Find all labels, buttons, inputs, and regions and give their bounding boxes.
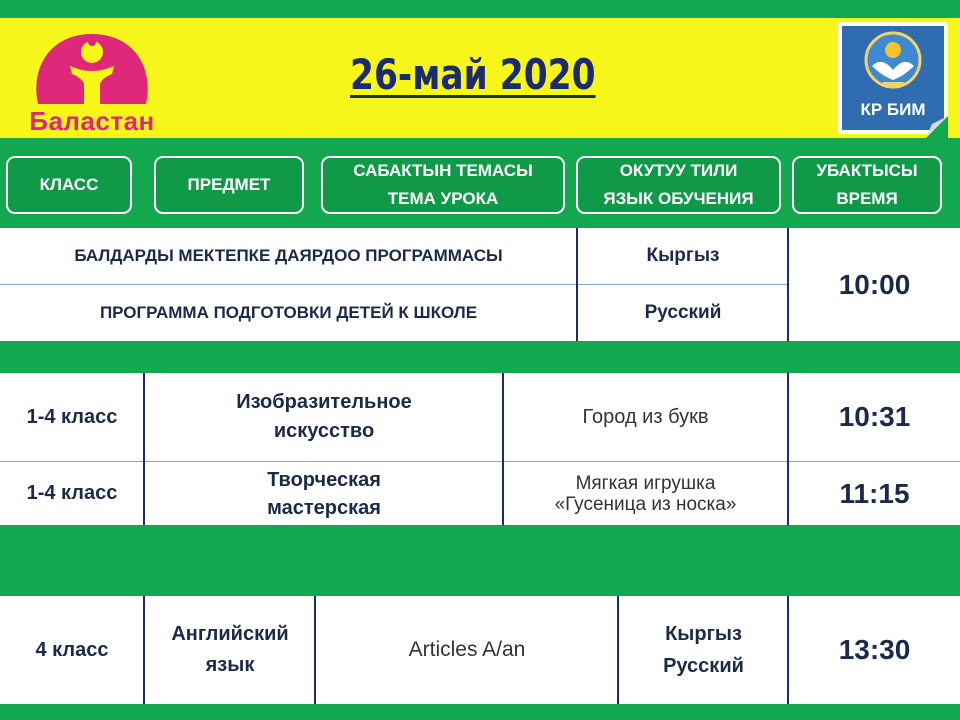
subject-line1: Творческая <box>267 468 381 491</box>
class-cell: 1-4 класс <box>26 482 118 504</box>
column-divider <box>617 596 619 704</box>
column-header-time <box>792 156 942 214</box>
subject-cell <box>146 596 314 704</box>
column-divider <box>502 373 504 525</box>
column-header-line2: ЯЗЫК ОБУЧЕНИЯ <box>603 189 754 208</box>
header-banner <box>0 18 960 138</box>
language-line2: Русский <box>663 655 744 677</box>
preschool-program-block <box>0 228 960 341</box>
class-cell: 4 класс <box>35 638 109 661</box>
column-header-line1: ОКУТУУ ТИЛИ <box>619 161 738 180</box>
block-english-lesson <box>0 596 960 704</box>
time-cell: 10:00 <box>838 268 911 300</box>
kyrgyz-emblem-icon <box>842 26 944 98</box>
balastan-logo-icon <box>22 28 162 108</box>
column-divider <box>143 373 145 525</box>
column-header-language <box>576 156 781 214</box>
language-russian: Русский <box>644 302 722 323</box>
topic-line1: Мягкая игрушка <box>575 472 716 494</box>
topic-cell: Articles A/an <box>408 638 526 661</box>
column-divider <box>314 596 316 704</box>
column-divider <box>576 228 578 341</box>
column-divider <box>143 596 145 704</box>
column-header-line1: КЛАСС <box>39 175 99 194</box>
column-header-line2: ВРЕМЯ <box>836 189 898 208</box>
language-line1: Кыргыз <box>665 623 742 645</box>
subject-cell <box>146 462 502 525</box>
column-header-line1: ПРЕДМЕТ <box>187 175 271 194</box>
subject-line1: Изобразительное <box>236 391 412 413</box>
column-divider <box>787 596 789 704</box>
time-cell: 10:31 <box>838 401 911 432</box>
class-cell: 1-4 класс <box>26 405 118 428</box>
column-divider <box>787 373 789 525</box>
program-name-kyrgyz: БАЛДАРДЫ МЕКТЕПКЕ ДАЯРДОО ПРОГРАММАСЫ <box>74 246 503 265</box>
time-cell: 11:15 <box>839 477 910 509</box>
topic-cell: Город из букв <box>582 405 709 428</box>
subject-line2: мастерская <box>267 496 381 519</box>
time-cell: 13:30 <box>838 634 911 665</box>
language-cell <box>620 596 787 704</box>
column-header-line1: САБАКТЫН ТЕМАСЫ <box>353 161 533 180</box>
column-header-class <box>6 156 132 214</box>
subject-line1: Английский <box>171 623 289 645</box>
subject-line2: искусство <box>273 420 375 442</box>
page-title-date: 26-май 2020 <box>350 50 596 99</box>
subject-cell <box>146 373 502 461</box>
column-header-subject <box>154 156 304 214</box>
column-header-line2: ТЕМА УРОКА <box>387 189 499 208</box>
balastan-logo <box>22 28 162 134</box>
logo-text: Баластан <box>29 106 155 136</box>
column-header-line1: УБАКТЫСЫ <box>816 161 918 180</box>
kr-bim-badge <box>838 22 948 134</box>
page-curl-icon <box>926 116 950 140</box>
badge-text: КР БИМ <box>860 100 926 119</box>
language-kyrgyz: Кыргыз <box>646 245 720 266</box>
column-header-topic <box>321 156 565 214</box>
program-name-russian: ПРОГРАММА ПОДГОТОВКИ ДЕТЕЙ К ШКОЛЕ <box>99 303 478 322</box>
topic-cell <box>504 462 787 525</box>
topic-line2: «Гусеница из носка» <box>554 493 737 515</box>
subject-line2: язык <box>205 654 255 676</box>
block-art-lessons <box>0 373 960 525</box>
